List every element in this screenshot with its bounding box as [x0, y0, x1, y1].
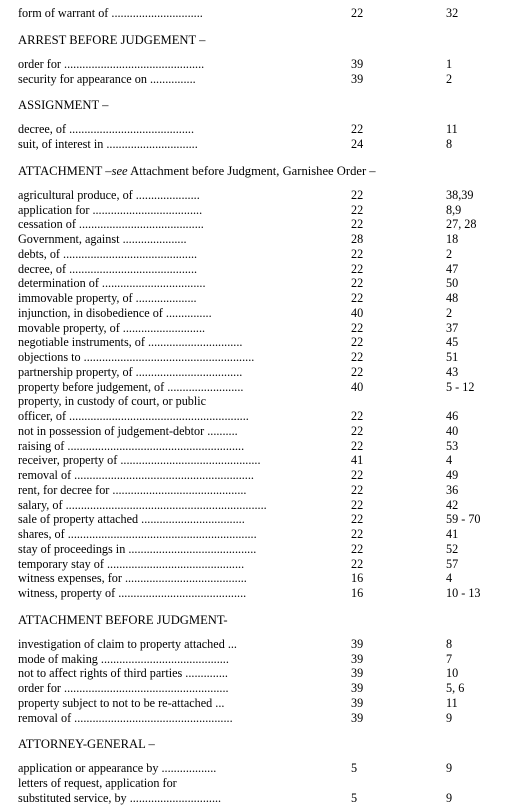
rule-number: 41: [446, 527, 459, 541]
entry-label: application for ....................................: [18, 202, 203, 217]
entry-label: application or appearance by ..................: [18, 761, 217, 776]
rule-number: 10: [446, 666, 459, 681]
order-number: 22: [351, 276, 364, 291]
rule-number: 50: [446, 276, 459, 291]
entry-label: property subject to not to be re-attached ...: [18, 695, 225, 710]
rule-number: 9: [446, 710, 453, 725]
entry-label: property before judgement, of .........................: [18, 379, 244, 394]
order-number: 22: [351, 291, 364, 305]
order-number: 24: [351, 137, 364, 151]
rule-number: 11: [446, 695, 458, 710]
order-number: 28: [351, 232, 364, 246]
section-heading: [18, 163, 376, 179]
rule-number: 53: [446, 438, 459, 453]
order-number: 22: [351, 6, 364, 20]
order-number: 22: [351, 320, 364, 335]
order-number: 22: [351, 246, 364, 261]
entry-label: movable property, of ...........................: [18, 320, 206, 335]
rule-number: 43: [446, 364, 459, 379]
entry-label: rent, for decree for ............................................: [18, 482, 247, 497]
rule-number: 2: [446, 305, 453, 320]
rule-number: 37: [446, 320, 459, 335]
order-number: 22: [351, 482, 364, 497]
rule-number: 42: [446, 497, 459, 512]
entry-label: negotiable instruments, of ...............................: [18, 335, 243, 350]
entry-label: decree, of ..........................................: [18, 261, 198, 276]
rule-number: 7: [446, 651, 453, 666]
rule-number: 5 - 12: [446, 379, 475, 394]
entry-label: substituted service, by ..............................: [18, 790, 222, 805]
entry-label: decree, of .........................................: [18, 122, 195, 137]
entry-label: partnership property, of ...................................: [18, 364, 243, 379]
order-number: 22: [351, 202, 364, 217]
order-number: 22: [351, 350, 364, 364]
order-number: 39: [351, 695, 364, 710]
entry-label: mode of making ..........................................: [18, 651, 229, 666]
order-number: 22: [351, 261, 364, 276]
order-number: 22: [351, 409, 364, 423]
entry-label: witness, property of ..........................................: [18, 586, 247, 600]
entry-label: stay of proceedings in ..........................................: [18, 541, 257, 556]
section-heading: [18, 32, 205, 48]
entry-label: salary, of ..................................................................: [18, 497, 267, 512]
rule-number: 52: [446, 541, 459, 556]
heading-title: ASSIGNMENT –: [18, 98, 109, 113]
rule-number: 18: [446, 232, 459, 246]
entry-label: order for ..............................................: [18, 56, 205, 71]
section-heading: [18, 736, 155, 752]
rule-number: 9: [446, 761, 453, 776]
rule-number: 47: [446, 261, 459, 276]
rule-number: 10 - 13: [446, 586, 481, 600]
entry-label: order for ......................................................: [18, 681, 229, 695]
entry-label: raising of ..........................................................: [18, 438, 245, 453]
rule-number: 45: [446, 335, 459, 350]
rule-number: 2: [446, 246, 453, 261]
rule-number: 57: [446, 556, 459, 571]
entry-label: Government, against .....................: [18, 232, 187, 246]
order-number: 22: [351, 468, 364, 482]
section-heading: [18, 97, 108, 113]
order-number: 39: [351, 56, 364, 71]
entry-label: immovable property, of ....................: [18, 291, 197, 305]
section-heading: [18, 612, 228, 628]
rule-number: 40: [446, 423, 459, 438]
order-number: 22: [351, 527, 364, 541]
rule-number: 27, 28: [446, 217, 477, 232]
rule-number: 38,39: [446, 187, 474, 202]
order-number: 22: [351, 217, 364, 232]
rule-number: 4: [446, 571, 453, 586]
entry-label: removal of ...........................................................: [18, 468, 254, 482]
order-number: 39: [351, 636, 364, 651]
order-number: 40: [351, 379, 364, 394]
order-number: 22: [351, 497, 364, 512]
entry-label: determination of ..................................: [18, 276, 206, 291]
heading-title: ATTACHMENT BEFORE JUDGMENT-: [18, 612, 228, 627]
rule-number: 5, 6: [446, 681, 465, 695]
rule-number: 8: [446, 636, 453, 651]
entry-label: witness expenses, for ........................................: [18, 571, 247, 586]
order-number: 39: [351, 666, 364, 681]
order-number: 22: [351, 556, 364, 571]
entry-label: investigation of claim to property attached ...: [18, 636, 237, 651]
entry-label: sale of property attached ..................................: [18, 512, 245, 527]
entry-label: cessation of .........................................: [18, 217, 204, 232]
order-number: 22: [351, 512, 364, 527]
entry-label: not in possession of judgement-debtor ..........: [18, 423, 238, 438]
see-reference-word: see: [111, 163, 128, 178]
entry-label: injunction, in disobedience of ...............: [18, 305, 212, 320]
order-number: 22: [351, 438, 364, 453]
order-number: 41: [351, 453, 364, 468]
entry-label: officer, of ...........................................................: [18, 409, 249, 423]
rule-number: 36: [446, 482, 459, 497]
entry-label: agricultural produce, of .....................: [18, 187, 200, 202]
order-number: 22: [351, 122, 364, 137]
entry-label: form of warrant of ..............................: [18, 6, 203, 20]
order-number: 5: [351, 761, 358, 776]
entry-label: debts, of ............................................: [18, 246, 198, 261]
order-number: 22: [351, 541, 364, 556]
rule-number: 2: [446, 71, 453, 86]
entry-label: suit, of interest in ..............................: [18, 137, 198, 151]
rule-number: 49: [446, 468, 459, 482]
entry-label: property, in custody of court, or public: [18, 394, 207, 409]
entry-label: not to affect rights of third parties ..............: [18, 666, 228, 681]
rule-number: 8,9: [446, 202, 462, 217]
entry-label: objections to ........................................................: [18, 350, 255, 364]
entry-label: security for appearance on ...............: [18, 71, 196, 86]
order-number: 16: [351, 586, 364, 600]
rule-number: 46: [446, 409, 459, 423]
order-number: 22: [351, 187, 364, 202]
rule-number: 1: [446, 56, 453, 71]
order-number: 22: [351, 335, 364, 350]
order-number: 22: [351, 423, 364, 438]
rule-number: 11: [446, 122, 458, 137]
heading-title: ARREST BEFORE JUDGEMENT –: [18, 32, 206, 47]
order-number: 16: [351, 571, 364, 586]
order-number: 39: [351, 71, 364, 86]
order-number: 39: [351, 710, 364, 725]
heading-title: ATTORNEY-GENERAL –: [18, 737, 155, 752]
see-reference-text: Attachment before Judgment, Garnishee Order –: [127, 163, 376, 178]
order-number: 39: [351, 681, 364, 695]
order-number: 22: [351, 364, 364, 379]
rule-number: 4: [446, 453, 453, 468]
rule-number: 59 - 70: [446, 512, 481, 527]
rule-number: 48: [446, 291, 459, 305]
entry-label: receiver, property of ..............................................: [18, 453, 261, 468]
entry-label: letters of request, application for: [18, 776, 177, 790]
heading-title: ATTACHMENT –: [18, 163, 112, 178]
entry-label: shares, of ..............................................................: [18, 527, 257, 541]
order-number: 40: [351, 305, 364, 320]
order-number: 39: [351, 651, 364, 666]
entry-label: temporary stay of .............................................: [18, 556, 245, 571]
order-number: 5: [351, 790, 358, 805]
entry-label: removal of ....................................................: [18, 710, 233, 725]
rule-number: 8: [446, 137, 453, 151]
rule-number: 51: [446, 350, 459, 364]
rule-number: 9: [446, 790, 453, 805]
rule-number: 32: [446, 6, 459, 20]
